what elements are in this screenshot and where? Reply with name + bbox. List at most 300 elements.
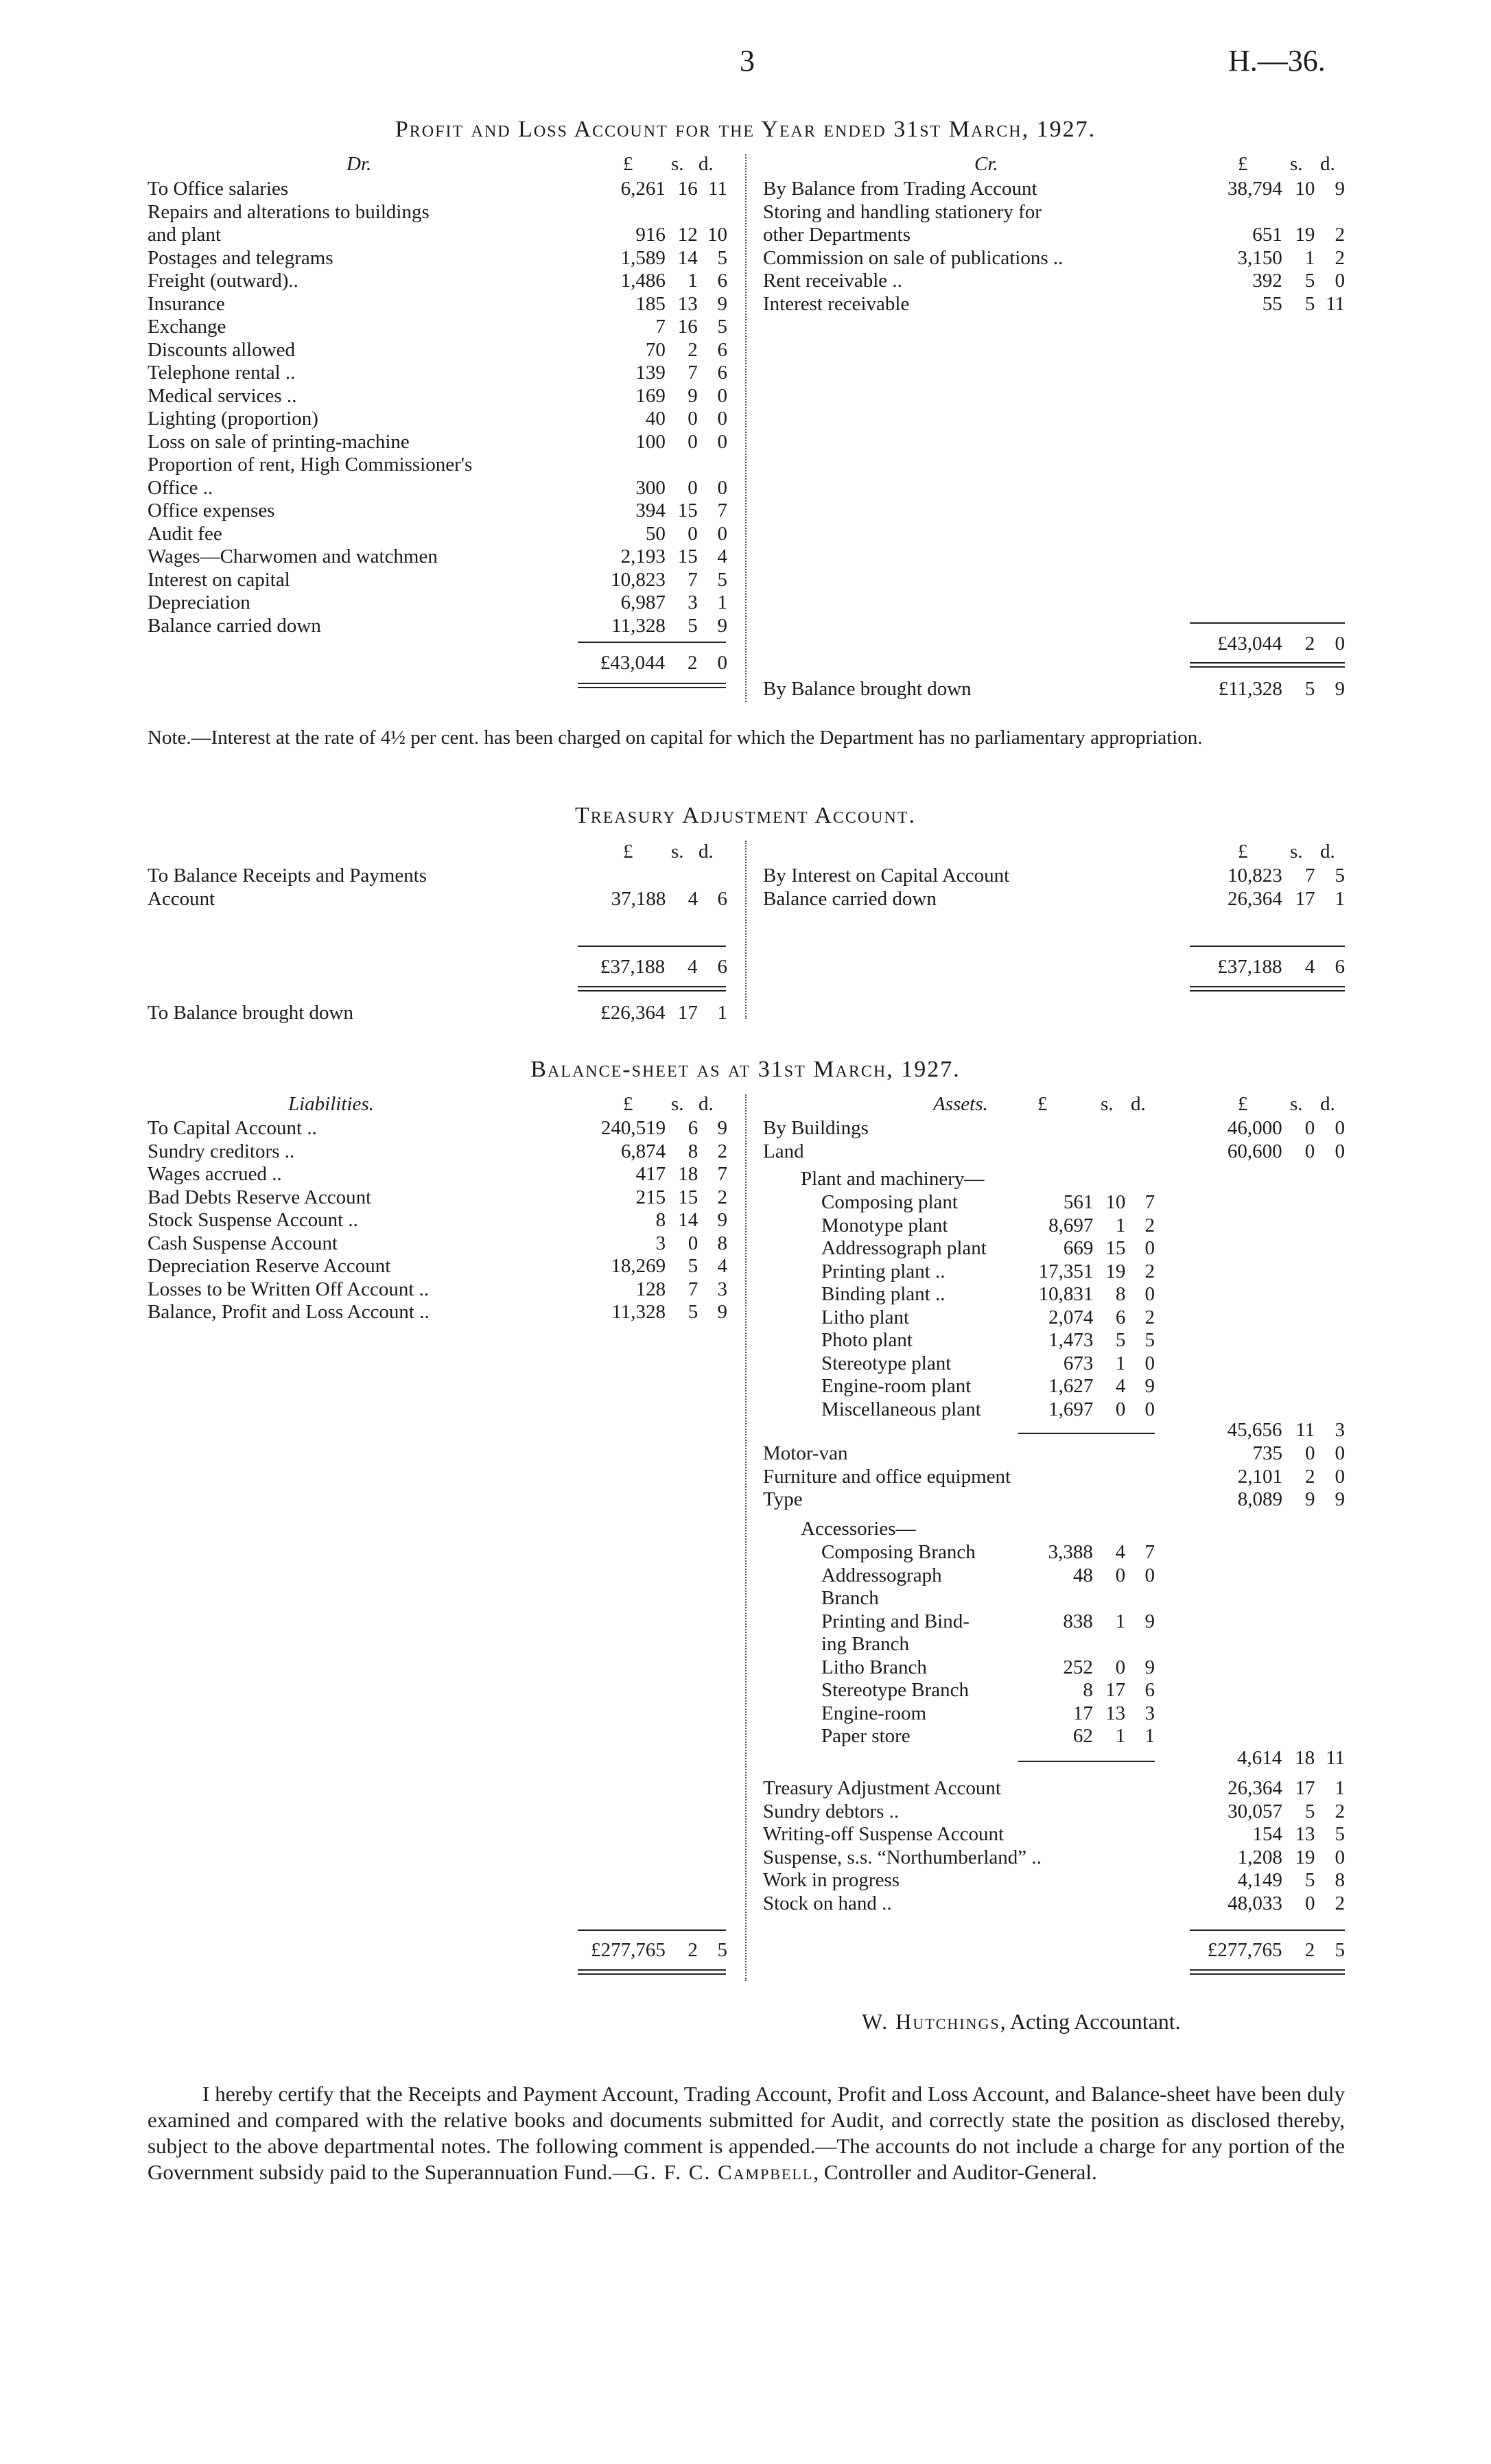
amount-shillings: 1 xyxy=(1115,1725,1126,1747)
amount-pence: 2 xyxy=(1144,1260,1155,1282)
amount-shillings: 4 xyxy=(1304,956,1315,978)
bs-assets-double-rule xyxy=(1190,1969,1345,1975)
amount-pence: 6 xyxy=(717,270,727,292)
account-row xyxy=(148,362,727,385)
amount-pounds: 30,057 xyxy=(1228,1800,1282,1822)
amount-pounds: 417 xyxy=(635,1163,666,1185)
account-row xyxy=(148,569,727,592)
account-row xyxy=(148,1301,727,1324)
bs-liabilities-label: Liabilities. xyxy=(288,1093,374,1115)
amount-pence: 2 xyxy=(1335,224,1345,246)
amount-shillings: 18 xyxy=(678,1163,698,1185)
bs-liab-total xyxy=(148,1939,727,1962)
bs-assets-bottom xyxy=(763,1777,1345,1915)
account-row xyxy=(148,408,727,431)
account-row xyxy=(148,1186,727,1210)
amount-shillings: 15 xyxy=(677,500,698,521)
amount-pence: 1 xyxy=(717,591,727,613)
account-row xyxy=(763,1823,1345,1846)
account-row xyxy=(148,1209,727,1232)
account-row xyxy=(821,1191,1155,1215)
amount-pence: 0 xyxy=(717,384,727,407)
amount-pounds: 139 xyxy=(635,362,666,384)
account-row xyxy=(821,1564,1155,1588)
audit-certificate: I hereby certify that the Receipts and Payment Account, Trading Account, Profit and Loss Account, and Balance-sheet have been duly examined and compared with the relative books and documents submitted for Audit, and correctly state the position as disclosed thereby, subject to the above departmental notes. The following comment is appended.—The accounts do not include a charge for any portion of the Government subsidy paid to the Superannuation Fund.—G. F. C. Campbell, Controller and Auditor-General. xyxy=(148,2082,1345,2184)
amount-shillings: 8 xyxy=(688,1140,698,1162)
account-row xyxy=(821,1679,1155,1702)
pl-credit-double-rule xyxy=(1190,662,1345,668)
amount-pounds: 40 xyxy=(645,408,666,430)
amount-pence: 0 xyxy=(1335,1117,1345,1139)
row-label: Balance, Profit and Loss Account .. xyxy=(148,1301,430,1323)
bs-plant-total xyxy=(763,1419,1345,1442)
account-row xyxy=(821,1283,1155,1306)
amount-pence: 0 xyxy=(1144,1398,1155,1420)
pl-debit-rule xyxy=(578,642,726,643)
amount-shillings xyxy=(666,454,698,477)
amount-pence: 6 xyxy=(1144,1679,1155,1701)
balance-sheet-title: Balance-sheet as at 31st March, 1927. xyxy=(530,1057,961,1082)
amount-shillings: 10 xyxy=(1295,178,1315,200)
amount-pounds: 1,697 xyxy=(1048,1398,1094,1420)
amount-shillings: 15 xyxy=(1105,1237,1126,1259)
amount-shillings xyxy=(666,201,698,224)
row-label: Binding plant .. xyxy=(821,1283,946,1305)
row-label: To Capital Account .. xyxy=(148,1117,317,1139)
amount-pounds: 240,519 xyxy=(600,1117,666,1139)
document-reference: H.—36. xyxy=(1228,44,1326,78)
row-label: Interest receivable xyxy=(763,292,910,315)
account-row xyxy=(763,1419,1345,1442)
amount-pounds: 8,089 xyxy=(1237,1488,1282,1510)
bs-liabilities-table xyxy=(148,1117,727,1324)
amount-pounds: 1,486 xyxy=(620,270,666,292)
row-label: Depreciation Reserve Account xyxy=(148,1255,391,1277)
bs-accessories-heading: Accessories— xyxy=(801,1518,916,1540)
amount-pounds: 215 xyxy=(635,1186,666,1208)
account-row xyxy=(821,1725,1155,1748)
amount-pence: 6 xyxy=(717,887,727,910)
ta-credit-table xyxy=(763,865,1345,911)
amount-pence xyxy=(698,865,727,888)
row-label: Composing Branch xyxy=(821,1541,976,1563)
row-label: By Balance brought down xyxy=(763,678,972,700)
amount-shillings: 15 xyxy=(678,1186,698,1208)
account-row xyxy=(763,1488,1345,1512)
row-label: Writing-off Suspense Account xyxy=(763,1823,1005,1845)
account-row xyxy=(148,652,727,675)
amount-pence: 2 xyxy=(1144,1306,1155,1328)
row-label: Motor-van xyxy=(763,1442,848,1464)
amount-pounds: 6,874 xyxy=(620,1140,666,1162)
amount-pence: 2 xyxy=(717,1186,727,1208)
row-label: Printing plant .. xyxy=(821,1260,946,1282)
account-row xyxy=(148,385,727,408)
amount-shillings: 5 xyxy=(688,1301,698,1323)
amount-pounds xyxy=(598,865,666,888)
account-row xyxy=(148,865,727,888)
row-label: Insurance xyxy=(148,292,225,315)
amount-pence xyxy=(698,454,727,477)
amount-pounds: £277,765 xyxy=(1207,1939,1282,1961)
amount-shillings: 4 xyxy=(1115,1375,1126,1397)
amount-pence: 9 xyxy=(717,1209,727,1231)
amount-pence: 11 xyxy=(1326,1747,1345,1769)
amount-shillings: 2 xyxy=(1304,1939,1315,1961)
amount-shillings: 14 xyxy=(678,1209,698,1231)
amount-shillings: 9 xyxy=(1304,1488,1315,1510)
amount-pence: 4 xyxy=(717,1255,727,1277)
amount-pence: 5 xyxy=(717,316,727,338)
amount-pence: 5 xyxy=(1144,1329,1155,1351)
amount-pounds: £43,044 xyxy=(1217,633,1282,655)
row-label: Monotype plant xyxy=(821,1214,948,1236)
row-label: Miscellaneous plant xyxy=(821,1398,981,1420)
amount-pence: 5 xyxy=(717,568,727,591)
account-row xyxy=(763,1747,1345,1770)
amount-shillings: 0 xyxy=(688,408,698,430)
row-label: Postages and telegrams xyxy=(148,246,333,269)
amount-pounds: 18,269 xyxy=(611,1255,666,1277)
page-number: 3 xyxy=(740,44,755,78)
amount-shillings: 1 xyxy=(688,270,698,292)
amount-shillings: 0 xyxy=(1115,1398,1126,1420)
amount-shillings: 5 xyxy=(1305,1869,1315,1891)
row-label: Stereotype plant xyxy=(821,1352,952,1374)
bs-plant-table xyxy=(821,1191,1155,1421)
row-label: Office .. xyxy=(148,476,213,499)
pl-cr-label: Cr. xyxy=(974,153,998,175)
ta-debit-rule xyxy=(578,946,726,947)
account-row xyxy=(148,454,727,477)
amount-pounds: 394 xyxy=(635,500,666,521)
row-label: other Departments xyxy=(763,224,911,246)
amount-pence: 2 xyxy=(1335,1892,1345,1914)
amount-shillings: 18 xyxy=(1295,1747,1315,1769)
amount-shillings xyxy=(1282,201,1315,224)
amount-pence: 8 xyxy=(1335,1869,1345,1891)
amount-shillings: 8 xyxy=(1115,1283,1126,1305)
amount-pounds: 673 xyxy=(1063,1352,1094,1374)
amount-pence: 0 xyxy=(1144,1352,1155,1374)
amount-shillings: 13 xyxy=(677,292,698,315)
amount-pounds: 1,627 xyxy=(1048,1375,1094,1397)
amount-shillings: 17 xyxy=(1105,1679,1126,1701)
amount-shillings: 6 xyxy=(1115,1306,1126,1328)
row-label: Type xyxy=(763,1488,803,1510)
amount-shillings xyxy=(1093,1633,1125,1656)
row-label: Repairs and alterations to buildings xyxy=(148,200,430,223)
amount-pounds: 669 xyxy=(1063,1237,1094,1259)
amount-shillings: 5 xyxy=(1304,678,1315,700)
row-label: Balance carried down xyxy=(763,887,937,910)
account-row xyxy=(148,1278,727,1302)
account-row xyxy=(148,500,727,523)
amount-shillings: 16 xyxy=(677,316,698,338)
amount-pounds xyxy=(1204,201,1282,224)
amount-pounds: 3 xyxy=(655,1232,666,1254)
amount-pence: 9 xyxy=(1144,1375,1155,1397)
bs-column-divider xyxy=(745,1094,747,1981)
account-row xyxy=(148,224,727,247)
row-label: Rent receivable .. xyxy=(763,270,902,292)
amount-pounds: 154 xyxy=(1252,1823,1282,1845)
amount-pence: 9 xyxy=(717,292,727,315)
amount-shillings: 5 xyxy=(1304,292,1315,315)
amount-shillings: 9 xyxy=(688,384,698,407)
amount-shillings: 1 xyxy=(1304,246,1315,269)
amount-shillings: 17 xyxy=(1295,1777,1315,1799)
row-label: Losses to be Written Off Account .. xyxy=(148,1278,430,1300)
amount-pence xyxy=(698,201,727,224)
amount-shillings: 4 xyxy=(1115,1541,1126,1563)
amount-shillings xyxy=(1093,1587,1125,1610)
amount-pounds: 128 xyxy=(635,1278,666,1300)
amount-pence: 9 xyxy=(717,1301,727,1323)
row-label: Sundry creditors .. xyxy=(148,1140,295,1162)
row-label: Sundry debtors .. xyxy=(763,1800,900,1822)
accountant-signature: W. Hutchings, Acting Accountant. xyxy=(862,2009,1181,2034)
account-row xyxy=(148,615,727,638)
amount-pounds: 392 xyxy=(1252,270,1282,292)
amount-pence: 9 xyxy=(1335,1488,1345,1510)
row-label: Cash Suspense Account xyxy=(148,1232,338,1254)
account-row xyxy=(821,1260,1155,1284)
amount-shillings: 19 xyxy=(1295,224,1315,246)
amount-pence xyxy=(1315,201,1345,224)
amount-shillings: 2 xyxy=(688,652,698,674)
pl-debit-double-rule xyxy=(578,683,726,688)
amount-shillings: 5 xyxy=(688,614,698,637)
pl-column-divider xyxy=(745,154,747,702)
account-row xyxy=(821,1306,1155,1330)
amount-shillings: 0 xyxy=(688,522,698,545)
row-label: Telephone rental .. xyxy=(148,362,296,384)
row-label: Wages accrued .. xyxy=(148,1163,282,1185)
amount-pounds: 2,074 xyxy=(1048,1306,1094,1328)
amount-pence: 9 xyxy=(717,614,727,637)
amount-pounds: £37,188 xyxy=(600,956,666,978)
account-row xyxy=(763,1442,1345,1466)
pl-debit-table xyxy=(148,178,727,637)
account-row xyxy=(148,178,727,201)
amount-shillings: 19 xyxy=(1295,1846,1315,1868)
amount-shillings: 17 xyxy=(677,1002,698,1024)
row-label: By Buildings xyxy=(763,1117,869,1139)
account-row xyxy=(821,1633,1155,1656)
bs-accessories-total xyxy=(763,1747,1345,1770)
account-row xyxy=(763,1869,1345,1892)
amount-pounds: 46,000 xyxy=(1227,1117,1282,1139)
amount-pence: 9 xyxy=(1335,678,1345,700)
amount-pence: 7 xyxy=(717,1163,727,1185)
row-label: Interest on capital xyxy=(148,568,290,591)
account-row xyxy=(148,1140,727,1164)
amount-pounds: 2,193 xyxy=(620,545,666,567)
account-row xyxy=(148,477,727,500)
row-label: Suspense, s.s. “Northumberland” .. xyxy=(763,1846,1042,1868)
amount-pence: 1 xyxy=(1335,887,1345,910)
amount-pounds: 1,589 xyxy=(620,246,666,269)
amount-pence: 5 xyxy=(717,1939,727,1961)
amount-pence: 0 xyxy=(717,408,727,430)
amount-pence: 0 xyxy=(1144,1564,1155,1586)
row-label: To Office salaries xyxy=(148,178,289,200)
pl-dr-label: Dr. xyxy=(347,153,372,175)
amount-shillings: 11 xyxy=(1295,1419,1315,1441)
account-row xyxy=(148,1002,727,1025)
account-row xyxy=(763,1140,1345,1164)
amount-pounds: 1,473 xyxy=(1048,1329,1094,1351)
amount-shillings: 5 xyxy=(1305,1800,1315,1822)
amount-shillings: 0 xyxy=(688,1232,698,1254)
row-label: Freight (outward).. xyxy=(148,270,298,292)
amount-shillings: 1 xyxy=(1115,1352,1126,1374)
amount-pounds: 735 xyxy=(1252,1442,1282,1464)
amount-pounds: 37,188 xyxy=(611,887,666,910)
row-label: To Balance brought down xyxy=(148,1002,353,1024)
amount-pence: 0 xyxy=(1335,1465,1345,1488)
amount-pounds xyxy=(1028,1587,1093,1610)
row-label: Composing plant xyxy=(821,1191,958,1213)
bs-assets-rule xyxy=(1190,1929,1345,1931)
row-label: Storing and handling stationery for xyxy=(763,200,1042,223)
amount-pounds: 3,150 xyxy=(1237,246,1282,269)
amount-shillings: 0 xyxy=(1115,1564,1126,1586)
account-row xyxy=(148,523,727,546)
amount-pence: 5 xyxy=(1335,1939,1345,1961)
amount-pounds: £43,044 xyxy=(600,652,666,674)
account-row xyxy=(821,1541,1155,1564)
account-row xyxy=(148,431,727,454)
amount-pounds: 7 xyxy=(655,316,666,338)
amount-pence: 0 xyxy=(717,652,727,674)
pl-credit-table xyxy=(763,178,1345,316)
account-row xyxy=(148,1255,727,1278)
amount-pounds: £26,364 xyxy=(600,1002,666,1024)
ta-debit-total xyxy=(148,956,727,979)
amount-pounds: 48 xyxy=(1072,1564,1093,1586)
amount-pence: 3 xyxy=(1144,1702,1155,1724)
amount-shillings: 1 xyxy=(1115,1214,1126,1236)
account-row xyxy=(148,1232,727,1256)
amount-shillings: 6 xyxy=(688,1117,698,1139)
amount-pence: 9 xyxy=(1144,1610,1155,1632)
account-row xyxy=(763,678,1345,701)
amount-pence: 11 xyxy=(1326,292,1345,315)
amount-pence: 2 xyxy=(1335,246,1345,269)
amount-pounds: 17 xyxy=(1072,1702,1093,1724)
amount-pence: 3 xyxy=(717,1278,727,1300)
bs-plant-heading: Plant and machinery— xyxy=(801,1168,985,1190)
amount-pounds: 169 xyxy=(635,384,666,407)
ta-debit-table xyxy=(148,865,727,911)
account-row xyxy=(148,270,727,293)
amount-pounds: 17,351 xyxy=(1038,1260,1094,1282)
amount-pounds: 70 xyxy=(645,338,666,361)
amount-pence xyxy=(1125,1587,1155,1610)
amount-pounds: 6,987 xyxy=(620,591,666,613)
amount-pounds: 10,823 xyxy=(1228,865,1282,887)
row-label: Engine-room xyxy=(821,1702,927,1724)
amount-pence: 10 xyxy=(707,224,727,246)
account-row xyxy=(763,201,1345,224)
row-label: Stereotype Branch xyxy=(821,1679,970,1701)
account-row xyxy=(148,247,727,270)
amount-shillings: 7 xyxy=(688,1278,698,1300)
amount-shillings: 16 xyxy=(677,178,698,200)
row-label: Addressograph plant xyxy=(821,1237,987,1259)
row-label: Printing and Bind- xyxy=(821,1610,970,1632)
ta-credit-rule xyxy=(1190,946,1345,947)
amount-shillings: 2 xyxy=(688,1939,698,1961)
account-row xyxy=(763,1939,1345,1962)
amount-pounds: 62 xyxy=(1072,1725,1093,1747)
account-row xyxy=(148,339,727,362)
account-row xyxy=(763,1846,1345,1870)
amount-shillings: 14 xyxy=(677,246,698,269)
account-row xyxy=(821,1237,1155,1260)
amount-pence: 2 xyxy=(717,1140,727,1162)
amount-pounds: £11,328 xyxy=(1218,678,1282,700)
amount-pence: 6 xyxy=(717,338,727,361)
row-label: Wages—Charwomen and watchmen xyxy=(148,545,438,567)
amount-pence: 5 xyxy=(1335,1823,1345,1845)
row-label: Proportion of rent, High Commissioner's xyxy=(148,454,473,476)
amount-pounds: 10,823 xyxy=(611,568,666,591)
account-row xyxy=(821,1656,1155,1680)
amount-pounds: 561 xyxy=(1063,1191,1094,1213)
account-row xyxy=(148,591,727,615)
amount-pounds: 838 xyxy=(1063,1610,1093,1632)
account-row xyxy=(821,1375,1155,1398)
amount-shillings: 5 xyxy=(1304,270,1315,292)
amount-pounds: 100 xyxy=(635,430,666,453)
row-label: Stock Suspense Account .. xyxy=(148,1209,358,1231)
amount-pence: 0 xyxy=(1335,633,1345,655)
profit-loss-title: Profit and Loss Account for the Year ended 31st March, 1927. xyxy=(395,117,1096,142)
amount-pence: 0 xyxy=(1335,1442,1345,1464)
row-label: Balance carried down xyxy=(148,614,321,637)
amount-pence: 0 xyxy=(1335,270,1345,292)
amount-pence: 7 xyxy=(717,500,727,521)
amount-shillings: 0 xyxy=(1304,1117,1315,1139)
amount-pounds: 1,208 xyxy=(1237,1846,1282,1868)
amount-shillings: 3 xyxy=(688,591,698,613)
account-row xyxy=(148,293,727,316)
row-label: Medical services .. xyxy=(148,384,297,407)
amount-shillings: 0 xyxy=(1115,1656,1126,1678)
account-row xyxy=(763,293,1345,316)
amount-shillings: 0 xyxy=(1304,1140,1315,1162)
amount-pence: 0 xyxy=(1335,1846,1345,1868)
row-label: Treasury Adjustment Account xyxy=(763,1777,1001,1799)
ta-brought-down xyxy=(148,1002,727,1025)
amount-pence: 6 xyxy=(717,956,727,978)
ta-credit-double-rule xyxy=(1190,986,1345,992)
amount-pounds: 55 xyxy=(1262,292,1282,315)
row-label: Stock on hand .. xyxy=(763,1892,892,1914)
row-label: Loss on sale of printing-machine xyxy=(148,430,410,453)
amount-shillings: 15 xyxy=(677,545,698,567)
amount-pounds xyxy=(598,201,666,224)
account-row xyxy=(148,1939,727,1962)
amount-pounds: 26,364 xyxy=(1228,1777,1282,1799)
row-label: Account xyxy=(148,887,215,910)
account-row xyxy=(148,201,727,224)
row-label: Office expenses xyxy=(148,500,275,521)
ta-debit-double-rule xyxy=(578,986,726,992)
